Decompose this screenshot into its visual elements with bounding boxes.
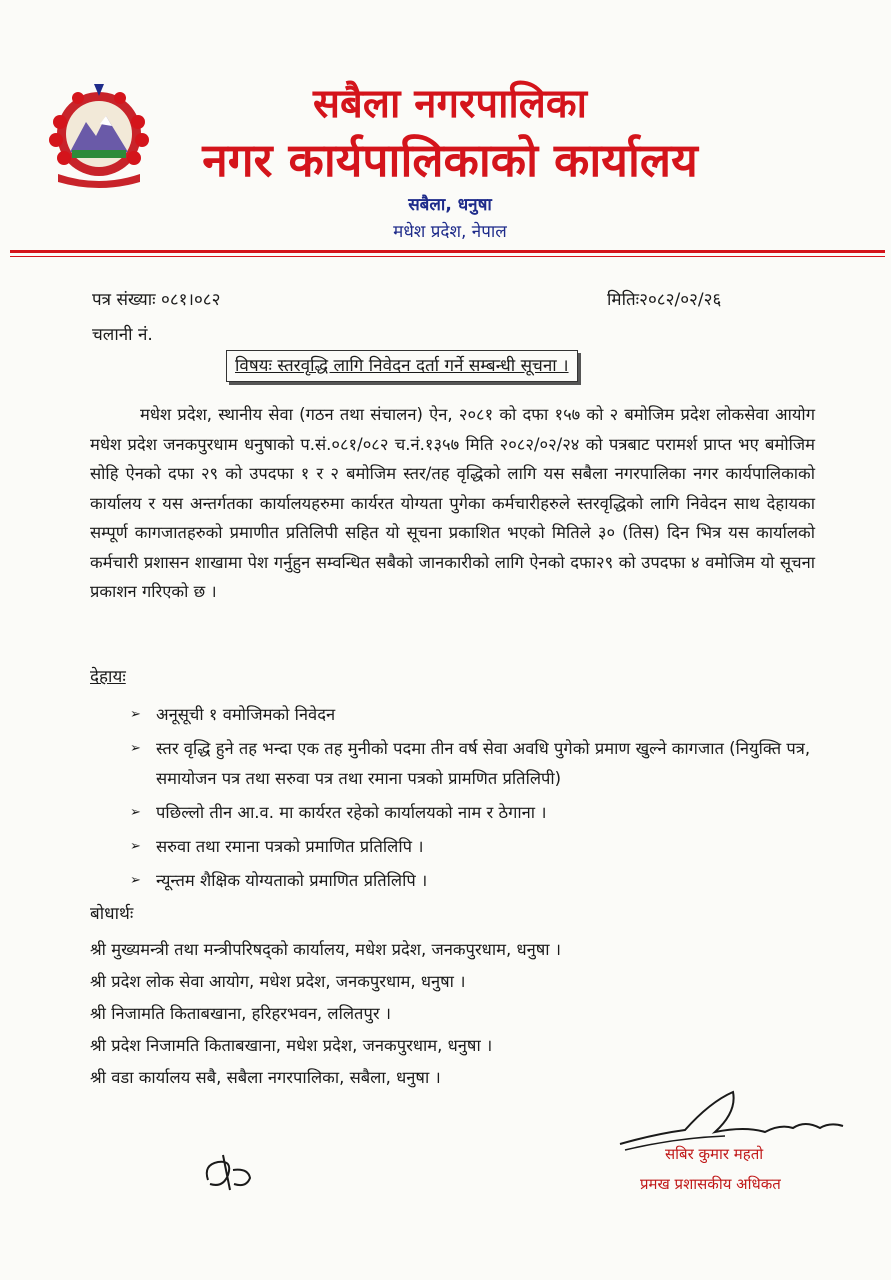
document-list: [128, 700, 818, 900]
cc-item: श्री निजामति किताबखाना, हरिहरभवन, ललितपुर ।: [90, 1004, 392, 1023]
office-name: नगर कार्यपालिकाको कार्यालय: [202, 133, 698, 187]
header-rule-thick: [10, 250, 885, 253]
header-rule-thin: [10, 256, 885, 257]
ref-value: ०८१।०८२: [160, 290, 221, 310]
list-item-text: सरुवा तथा रमाना पत्रको प्रमाणित प्रतिलिपि ।: [156, 837, 424, 856]
cc-item: श्री प्रदेश निजामति किताबखाना, मधेश प्रदेश, जनकपुरधाम, धनुषा ।: [90, 1036, 493, 1055]
list-item: [128, 832, 818, 862]
cc-item: श्री वडा कार्यालय सबै, सबैला नगरपालिका, सबैला, धनुषा ।: [90, 1068, 441, 1087]
list-item: [128, 866, 818, 896]
reference-number: [92, 287, 220, 310]
letter-date: [607, 287, 721, 310]
org-name: सबैला नगरपालिका: [312, 81, 587, 127]
list-item-text: न्यून्तम शैक्षिक योग्यताको प्रमाणित प्रतिलिपि ।: [156, 871, 428, 890]
signatory-name: सबिर कुमार महतो: [665, 1145, 764, 1163]
cc-list: [90, 934, 810, 1094]
list-item-text: अनूसूची १ वमोजिमको निवेदन: [156, 705, 336, 724]
list-item-text: स्तर वृद्धि हुने तह भन्दा एक तह मुनीको पदमा तीन वर्ष सेवा अवधि पुगेको प्रमाण खुल्ने कागजात (नियुक्ति पत्र, समायोजन पत्र तथा सरुवा पत्र तथा रमाना पत्रको प्रामणित प्रतिलिपी): [156, 739, 811, 788]
cc-item: श्री प्रदेश लोक सेवा आयोग, मधेश प्रदेश, जनकपुरधाम, धनुषा ।: [90, 972, 466, 991]
nepal-emblem-icon: [38, 82, 160, 192]
date-value: २०८२/०२/२६: [639, 290, 722, 310]
arrow-bullet-icon: ➢: [130, 741, 141, 756]
notice-body: मधेश प्रदेश, स्थानीय सेवा (गठन तथा संचालन) ऐन, २०८१ को दफा १५७ को २ बमोजिम प्रदेश लोकसेवा आयोग मधेश प्रदेश जनकपुरधाम धनुषाको प.सं.०८१/०८२ च.नं.१३५७ मिति २०८२/०२/२४ को पत्रबाट परामर्श प्राप्त भए बमोजिम सोहि ऐनको दफा २९ को उपदफा १ र २ बमोजिम स्तर/तह वृद्धिको लागि यस सबैला नगरपालिका नगर कार्यपालिकाको कार्यालय र यस अन्तर्गतका कार्यालयहरुमा कार्यरत योग्यता पुगेका कर्मचारीहरुले स्तरवृद्धिको लागि निवेदन साथ देहायका सम्पूर्ण कागजातहरुको प्रमाणीत प्रतिलिपी सहित यो सूचना प्रकाशित भएको मितिले ३० (तिस) दिन भित्र यस कार्यालको कर्मचारी प्रशासन शाखामा पेश गर्नुहुन सम्वन्धित सबैको जानकारीको लागि ऐनको दफा२९ को उपदफा ४ वमोजिम यो सूचना प्रकाशन गरिएको छ ।: [90, 405, 815, 601]
list-item: [128, 700, 818, 730]
signatory-title: प्रमख प्रशासकीय अधिकत: [640, 1175, 781, 1193]
subject-line: विषयः स्तरवृद्धि लागि निवेदन दर्ता गर्ने सम्बन्धी सूचना ।: [226, 350, 578, 382]
list-heading: देहायः: [90, 667, 126, 687]
arrow-bullet-icon: ➢: [130, 805, 141, 820]
initial-mark-icon: [198, 1150, 258, 1195]
date-label: मितिः: [607, 290, 640, 310]
arrow-bullet-icon: ➢: [130, 873, 141, 888]
address-line1: सबैला, धनुषा: [408, 195, 492, 215]
chalani-number: चलानी नं.: [92, 325, 153, 345]
arrow-bullet-icon: ➢: [130, 839, 141, 854]
ref-label: पत्र संख्याः: [92, 290, 156, 310]
list-item: [128, 798, 818, 828]
list-item: [128, 734, 818, 794]
cc-item: श्री मुख्यमन्त्री तथा मन्त्रीपरिषद्को कार्यालय, मधेश प्रदेश, जनकपुरधाम, धनुषा ।: [90, 940, 562, 959]
address-line2: मधेश प्रदेश, नेपाल: [393, 222, 507, 242]
arrow-bullet-icon: ➢: [130, 707, 141, 722]
cc-heading: बोधार्थः: [90, 904, 134, 924]
list-item-text: पछिल्लो तीन आ.व. मा कार्यरत रहेको कार्यालयको नाम र ठेगाना ।: [156, 803, 547, 822]
